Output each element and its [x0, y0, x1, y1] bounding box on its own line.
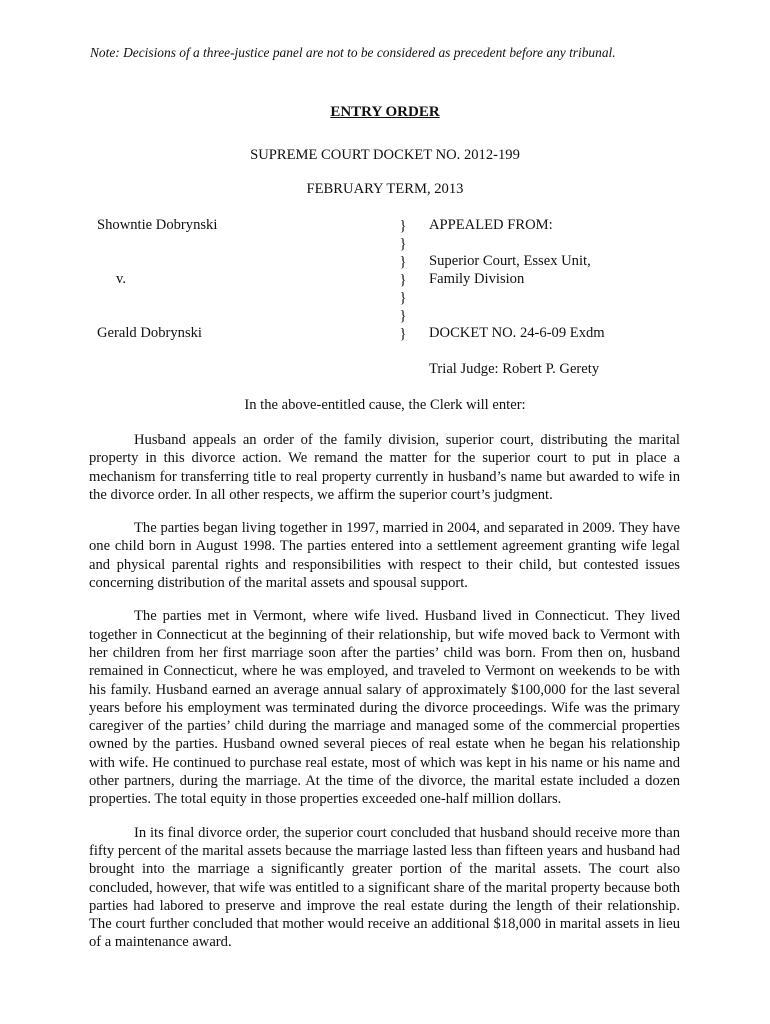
appellee-name: Gerald Dobrynski	[97, 325, 202, 341]
caption-brace: }	[399, 218, 407, 234]
lower-court-line1: Superior Court, Essex Unit,	[429, 253, 591, 269]
lower-court-line2: Family Division	[429, 271, 525, 287]
case-caption	[0, 0, 770, 400]
trial-judge: Trial Judge: Robert P. Gerety	[429, 361, 600, 377]
caption-brace: }	[399, 272, 407, 288]
caption-brace: }	[399, 254, 407, 270]
appellant-name: Showntie Dobrynski	[97, 217, 218, 233]
versus-label: v.	[116, 271, 126, 287]
caption-brace: }	[399, 290, 407, 306]
caption-brace: }	[399, 308, 407, 324]
appealed-from-label: APPEALED FROM:	[429, 217, 553, 233]
caption-brace: }	[399, 326, 407, 342]
caption-braces	[397, 217, 409, 343]
body-paragraph: The parties began living together in 1997, married in 2004, and separated in 2009. They have one child born in August 1998. The parties entered into a settlement agreement granting wife legal and physical parental rights and responsibilities with respect to their child, but contested issues concerning distribution of the marital assets and spousal support.	[89, 520, 680, 592]
trial-docket-number: DOCKET NO. 24-6-09 Exdm	[429, 325, 605, 341]
body-paragraph: In its final divorce order, the superior court concluded that husband should receive more than fifty percent of the marital assets because the marriage lasted less than fifteen years and husband had brought into the marriage a significantly greater portion of the marital assets. The court also concluded, however, that wife was entitled to a significant share of the marital property because both parties had labored to preserve and improve the real estate during the length of their relationship. The court further concluded that mother would receive an additional $18,000 in marital assets in lieu of a maintenance award.	[89, 824, 680, 951]
clerk-entry-line: In the above-entitled cause, the Clerk will enter:	[244, 397, 526, 413]
opinion-body	[89, 431, 680, 967]
body-paragraph: The parties met in Vermont, where wife lived. Husband lived in Connecticut. They lived together in Connecticut at the beginning of their relationship, but wife moved back to Vermont with her children from her first marriage soon after the parties’ child was born. From then on, husband remained in Connecticut, where he was employed, and traveled to Vermont on weekends to be with his family. Husband earned an average annual salary of approximately $100,000 for the last several years before his employment was terminated during the divorce proceedings. Wife was the primary caregiver of the parties’ child during the marriage and managed some of the commercial properties owned by the parties. Husband owned several pieces of real estate when he began his relationship with wife. He continued to purchase real estate, most of which was kept in his name or his name and other partners, during the marriage. At the time of the divorce, the marital estate included a dozen properties. The total equity in those properties exceeded one-half million dollars.	[89, 608, 680, 808]
court-term: FEBRUARY TERM, 2013	[306, 181, 464, 197]
entry-order-title: ENTRY ORDER	[330, 104, 440, 120]
caption-brace: }	[399, 236, 407, 252]
precedent-note: Note: Decisions of a three-justice panel are not to be considered as precedent before any tribunal.	[90, 45, 616, 60]
supreme-court-docket: SUPREME COURT DOCKET NO. 2012-199	[250, 147, 520, 163]
body-paragraph: Husband appeals an order of the family division, superior court, distributing the marital property in this divorce action. We remand the matter for the superior court to put in place a mechanism for transferring title to real property currently in husband’s name but awarded to wife in the divorce order. In all other respects, we affirm the superior court’s judgment.	[89, 432, 680, 503]
